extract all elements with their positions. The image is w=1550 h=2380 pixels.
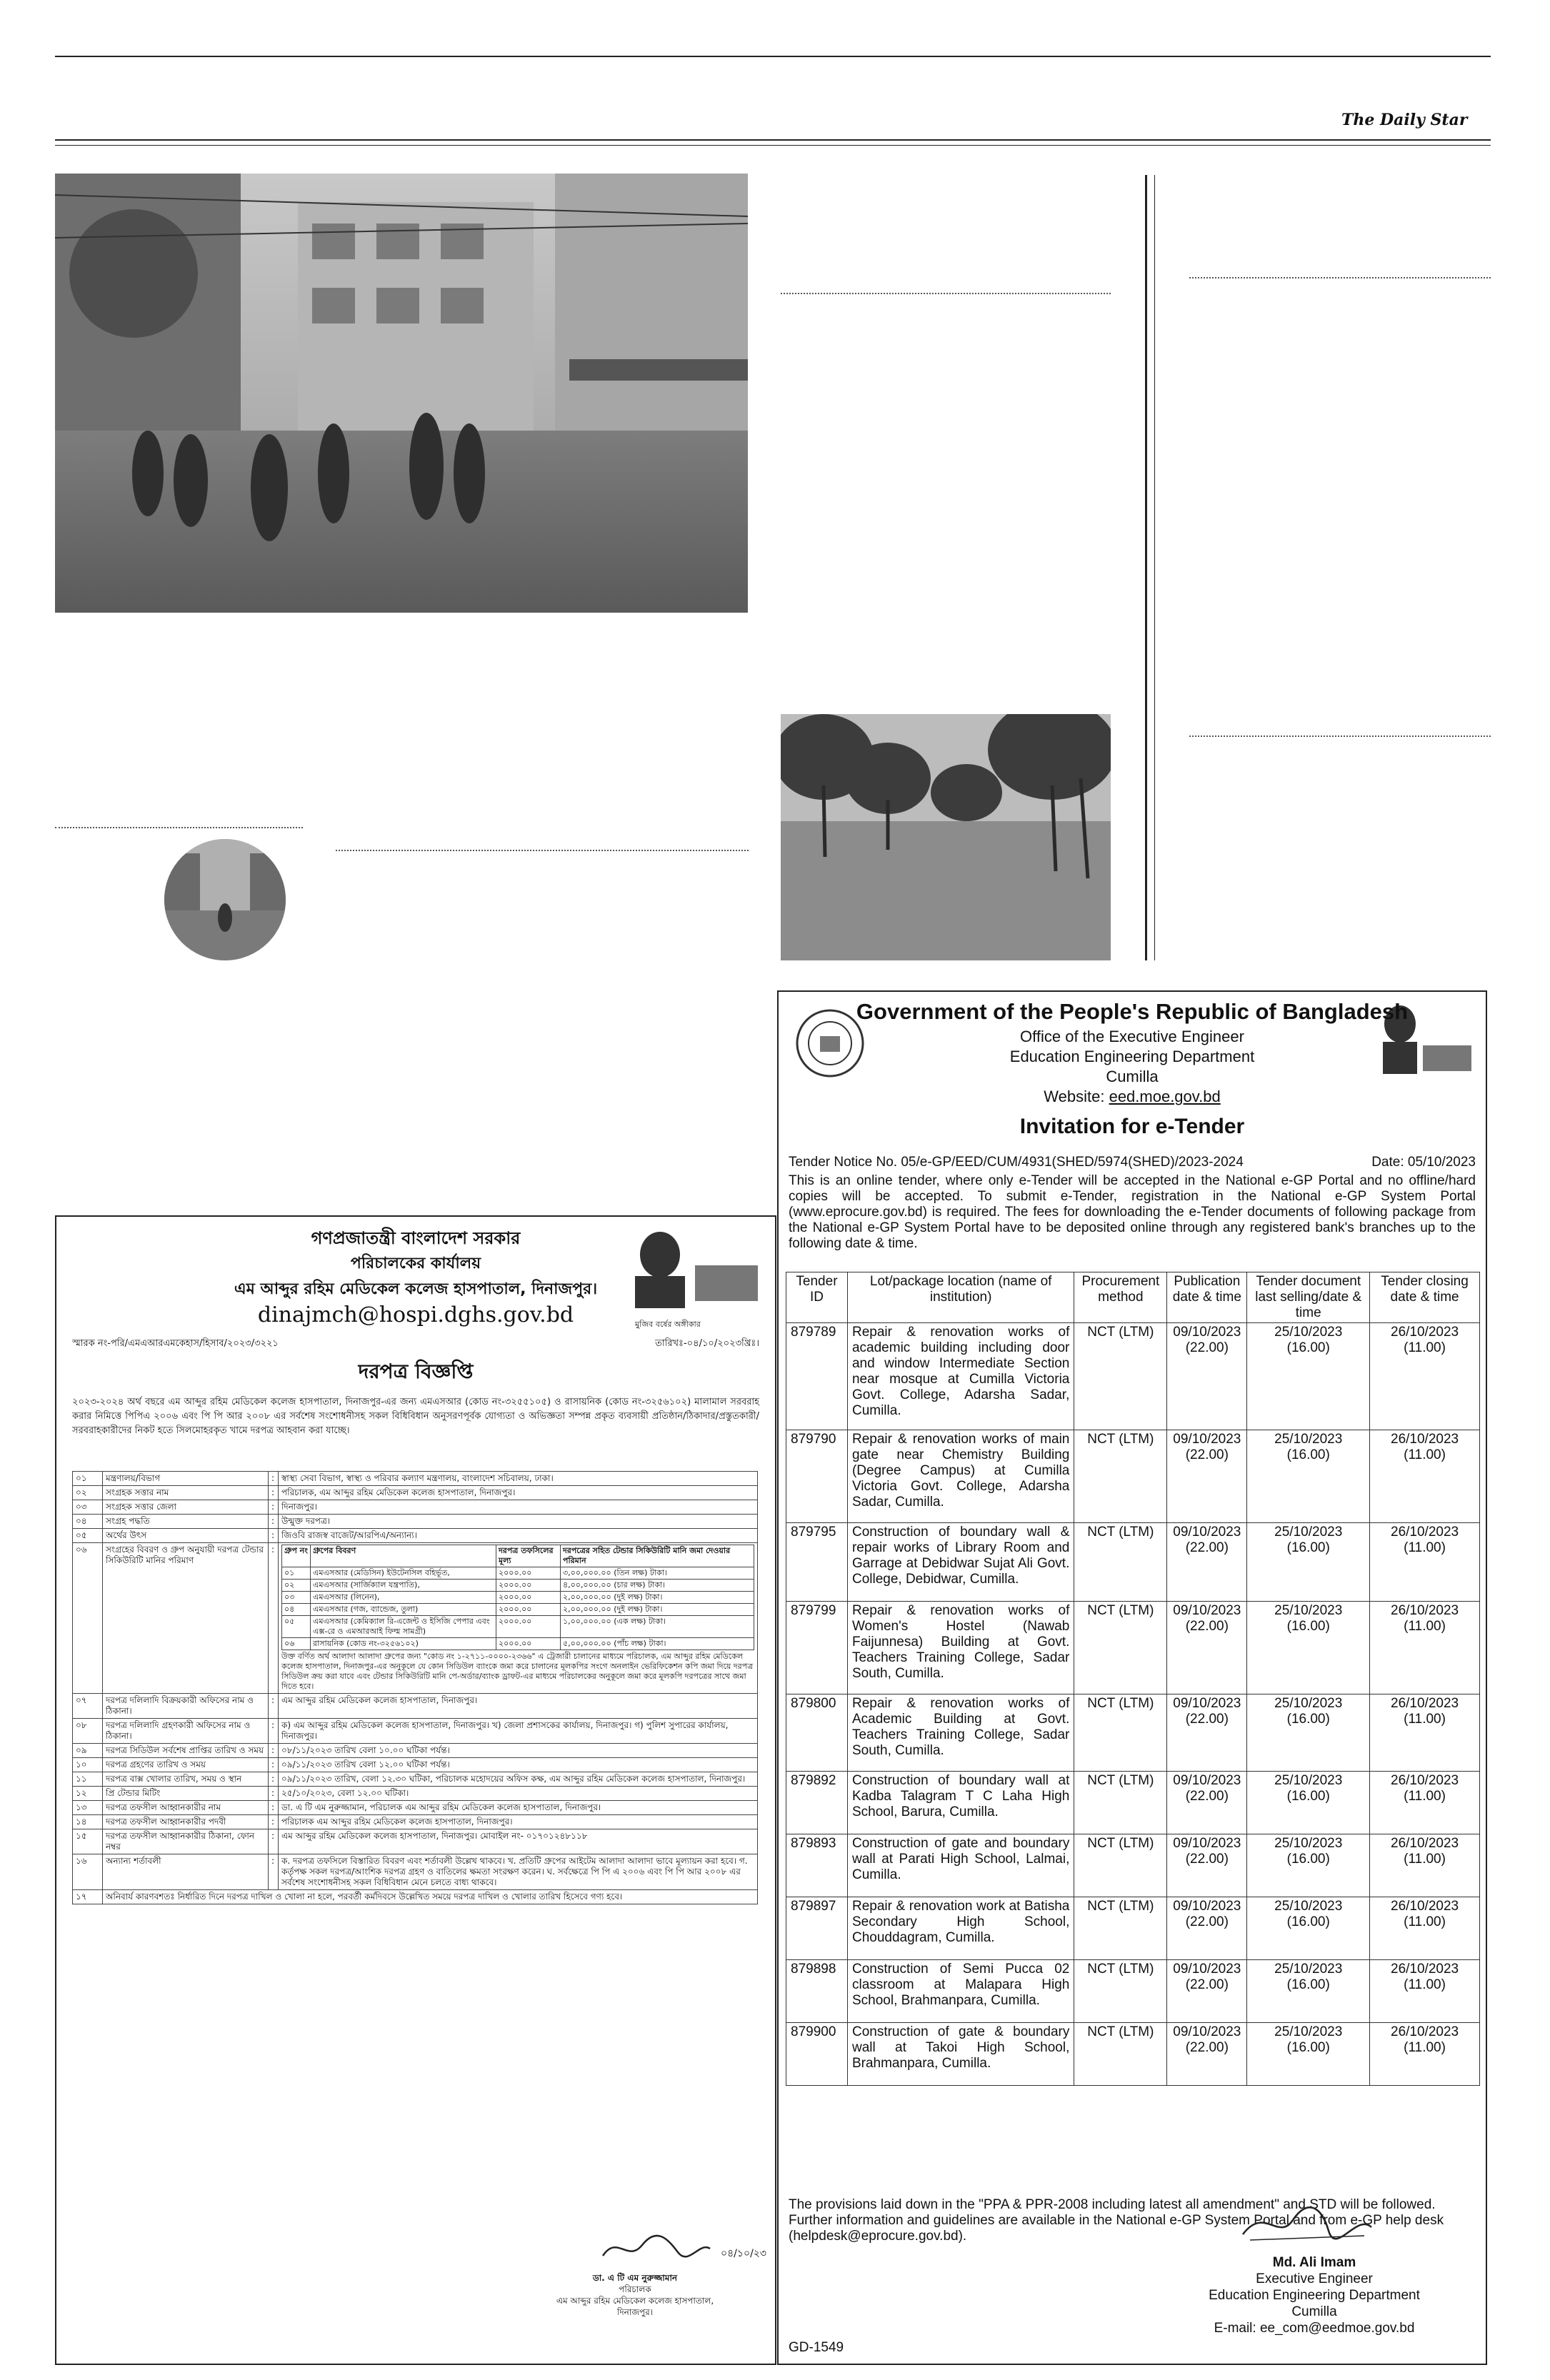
- director-org: এম আব্দুর রহিম মেডিকেল কলেজ হাসপাতাল,: [556, 2296, 714, 2306]
- tender-id: 879893: [786, 1834, 848, 1897]
- subtable-header: [282, 1545, 754, 1567]
- bangla-intro: ২০২৩-২০২৪ অর্থ বছরে এম আব্দুর রহিম মেডিকেল কলেজ হাসপাতাল, দিনাজপুর-এর জন্য এমএসআর (কোড নং-৩২৫৫১০৫) ও রাসায়নিক (কোড নং-৩২৫৬১০২) মালামাল সরবরাহ করার নিমিত্তে পিপিএ ২০০৬ এবং পি পি আর ২০০৮ এর সর্বশেষ সংশোধনীসহ সকল বিধিবিধান অনুসরণপূর্বক যোগ্যতা ও অভিজ্ঞতা সম্পন্ন প্রকৃত ব্যবসায়ী প্রতিষ্ঠান/ঠিকাদার/প্রস্তুতকারী/সরবরাহকারীদের নিকট হতে সিলমোহরকৃত খামে দরপত্র আহবান করা যাচ্ছে।: [72, 1397, 759, 1436]
- bangla-logo-caption: মুজিব বর্ষের অঙ্গীকার: [635, 1320, 701, 1329]
- row-no: ১৭: [73, 1890, 103, 1904]
- tender-publication: 09/10/2023 (22.00): [1167, 1523, 1247, 1602]
- row-value: উন্মুক্ত দরপত্র।: [279, 1515, 758, 1529]
- sub-group-no: ০৫: [282, 1616, 311, 1638]
- row-value: ক) এম আব্দুর রহিম মেডিকেল কলেজ হাসপাতাল, দিনাজপুর। খ) জেলা প্রশাসকের কার্যালয়, দিনাজপুর। গ) পুলিশ সুপারের কার্যালয়, দিনাজপুর।: [279, 1719, 758, 1744]
- government-title: Government of the People's Republic of Bangladesh: [856, 999, 1409, 1024]
- col-method: Procurement method: [1074, 1272, 1167, 1323]
- tender-location: Repair & renovation works of Women's Hostel (Nawab Faijunnesa) Building at Govt. Teachers Training College, Sadar South, Cumilla.: [847, 1602, 1074, 1694]
- row-value: ০৯/১১/২০২৩ তারিখ বেলা ১২.০০ ঘটিকা পর্যন্ত।: [279, 1758, 758, 1772]
- notice-date: Date: 05/10/2023: [1371, 1155, 1476, 1170]
- tender-method: NCT (LTM): [1074, 1430, 1167, 1523]
- col-closing: Tender closing date & time: [1370, 1272, 1480, 1323]
- row-value: জিওবি রাজস্ব বাজেট/আরপিএ/অন্যান্য।: [279, 1529, 758, 1543]
- bangla-memo-no: স্মারক নং-পরি/এমএআরএমকেহাস/হিসাব/২০২৩/৩২২১: [72, 1338, 279, 1349]
- tender-closing: 26/10/2023 (11.00): [1370, 1430, 1480, 1523]
- row-no: ০৬: [73, 1543, 103, 1694]
- table-row: [73, 1694, 758, 1719]
- tender-id: 879790: [786, 1430, 848, 1523]
- row-label: দরপত্র গ্রহণের তারিখ ও সময়: [103, 1758, 269, 1772]
- table-row: [73, 1515, 758, 1529]
- row-no: ১১: [73, 1772, 103, 1787]
- flood-inset-photo: [164, 839, 286, 960]
- table-row: [786, 1694, 1480, 1772]
- tender-closing: 26/10/2023 (11.00): [1370, 1960, 1480, 2023]
- sub-group-security: ১,০০,০০০.০০ (এক লক্ষ) টাকা।: [561, 1616, 754, 1638]
- tender-closing: 26/10/2023 (11.00): [1370, 1523, 1480, 1602]
- tender-publication: 09/10/2023 (22.00): [1167, 1960, 1247, 2023]
- sub-group-price: ২০০০.০০: [496, 1638, 561, 1650]
- row-no: ০৯: [73, 1744, 103, 1758]
- col-tender-id: Tender ID: [786, 1272, 848, 1323]
- tender-location: Construction of boundary wall & repair works of Library Room and Garrage at Debidwar Sujat Ali Govt. College, Debidwar, Cumilla.: [847, 1523, 1074, 1602]
- table-row: [73, 1815, 758, 1829]
- tender-method: NCT (LTM): [1074, 1323, 1167, 1430]
- tender-method: NCT (LTM): [1074, 1960, 1167, 2023]
- tender-method: NCT (LTM): [1074, 2023, 1167, 2086]
- table-row: [786, 1772, 1480, 1834]
- bangla-office: পরিচালকের কার্যালয়: [350, 1255, 481, 1272]
- tender-location: Construction of gate and boundary wall at Parati High School, Lalmai, Cumilla.: [847, 1834, 1074, 1897]
- row-value: [279, 1543, 758, 1694]
- sub-col-group: গ্রুপ নং: [282, 1545, 311, 1567]
- table-row: [786, 1834, 1480, 1897]
- masthead-rule-upper: [55, 139, 1491, 141]
- sub-group-desc: এমএসআর (লিনেন),: [311, 1592, 496, 1604]
- group-payment-note: উক্ত বর্ণিত অর্থ আলাদা আলাদা গ্রুপের জন্য "কোড নং ১-২৭১১-০০০০-২৩৬৬" এ ট্রেজারী চালানের মাধ্যমে পরিচালক, এম আব্দুর রহিম মেডিকেল কলেজ হাসপাতাল, দিনাজপুর-এর অনুকূলে যে কোন সিডিউল ব্যাংকে জমা করে চালানের মূলকপির সংগে অনলাইন ভেরিফিকেশন কপি জমা দিয়ে দরপত্র সিডিউল ক্রয় করা যাবে এবং টেন্ডার সিকিউরিটি মানি পে-অর্ডার/ব্যাংক ড্রাফট-এর মাধ্যমে পরিচালকের অনুকূলে জমা করে মূলকপি দরপত্রের সাথে জমা দিতে হবে।: [281, 1652, 754, 1691]
- tender-last-selling: 25/10/2023 (16.00): [1247, 1772, 1370, 1834]
- row-separator: :: [269, 1719, 279, 1744]
- row-no: ১২: [73, 1787, 103, 1801]
- table-row: [73, 1758, 758, 1772]
- row-label: দরপত্র সিডিউল সর্বশেষ প্রাপ্তির তারিখ ও সময়: [103, 1744, 269, 1758]
- table-row: [73, 1529, 758, 1543]
- col-last-selling: Tender document last selling/date & time: [1247, 1272, 1370, 1323]
- sub-group-desc: এমএসআর (গজ, ব্যান্ডেজ, তুলা): [311, 1604, 496, 1616]
- notice-intro: This is an online tender, where only e-Tender will be accepted in the National e-GP Portal and no offline/hard copies will be accepted. To submit e-Tender, registration in the National e-GP System Portal (www.eprocure.gov.bd) is required. The fees for downloading the e-Tender documents of following package from the National e-GP System Portal have to be deposited online through any registered bank's branches up to the following date & time.: [789, 1173, 1476, 1251]
- tender-publication: 09/10/2023 (22.00): [1167, 1772, 1247, 1834]
- tender-table: [786, 1272, 1480, 2086]
- notice-meta: [789, 1155, 1476, 1170]
- bangla-gov-title: গণপ্রজাতন্ত্রী বাংলাদেশ সরকার: [311, 1228, 521, 1248]
- tender-publication: 09/10/2023 (22.00): [1167, 1694, 1247, 1772]
- tender-closing: 26/10/2023 (11.00): [1370, 1323, 1480, 1430]
- tender-last-selling: 25/10/2023 (16.00): [1247, 1430, 1370, 1523]
- tender-publication: 09/10/2023 (22.00): [1167, 1897, 1247, 1960]
- subtable-row: [282, 1567, 754, 1580]
- director-title: পরিচালক: [619, 2284, 651, 2294]
- row-label: দরপত্র তফসীল আহ্বানকারীর পদবী: [103, 1815, 269, 1829]
- row-label: দরপত্র বাক্স খোলার তারিখ, সময় ও স্থান: [103, 1772, 269, 1787]
- sub-group-no: ০২: [282, 1580, 311, 1592]
- portrait-icon: [628, 1230, 692, 1308]
- signer-department: Education Engineering Department: [1209, 2288, 1420, 2303]
- tender-last-selling: 25/10/2023 (16.00): [1247, 1834, 1370, 1897]
- sub-group-security: ৪,০০,০০০.০০ (চার লক্ষ) টাকা।: [561, 1580, 754, 1592]
- row-label: অর্থের উৎস: [103, 1529, 269, 1543]
- bangla-tender-notice: [55, 1215, 776, 2365]
- row-separator: :: [269, 1758, 279, 1772]
- tender-last-selling: 25/10/2023 (16.00): [1247, 1960, 1370, 2023]
- waterlogged-trees-photo: [781, 714, 1111, 960]
- notice-footer: The provisions laid down in the "PPA & PPR-2008 including latest all amendment" and STD will be followed. Further information and guidelines are available in the National e-GP System Portal and from e-GP help desk (helpdesk@eprocure.gov.bd).: [789, 2197, 1444, 2244]
- tender-method: NCT (LTM): [1074, 1834, 1167, 1897]
- table-row: [73, 1772, 758, 1787]
- tender-location: Construction of boundary wall at Kadba Talagram T C Laha High School, Barura, Cumilla.: [847, 1772, 1074, 1834]
- signer-email: E-mail: ee_com@eedmoe.gov.bd: [1214, 2321, 1415, 2336]
- sub-col-price: দরপত্র তফসিলের মূল্য: [496, 1545, 561, 1567]
- sub-group-no: ০১: [282, 1567, 311, 1580]
- row-separator: :: [269, 1829, 279, 1854]
- tender-publication: 09/10/2023 (22.00): [1167, 1602, 1247, 1694]
- signer-name: Md. Ali Imam: [1272, 2255, 1356, 2270]
- row-label: সংগ্রহের বিবরণ ও গ্রুপ অনুযায়ী দরপত্র টেন্ডার সিকিউরিটি মানির পরিমাণ: [103, 1543, 269, 1694]
- sub-group-price: ২০০০.০০: [496, 1580, 561, 1592]
- column-divider-5: [336, 850, 749, 851]
- column-divider-4: [55, 827, 303, 828]
- bangla-mujib-logo: [628, 1230, 764, 1315]
- sub-group-desc: এমএসআর (মেডিসিন) ইউটেনসিল বহির্ভূত,: [311, 1567, 496, 1580]
- masthead-rule-lower: [55, 145, 1491, 146]
- tender-method: NCT (LTM): [1074, 1897, 1167, 1960]
- sub-col-security: দরপত্রের সহিত টেন্ডার সিকিউরিটি মানি জমা দেওয়ার পরিমান: [561, 1545, 754, 1567]
- tender-publication: 09/10/2023 (22.00): [1167, 2023, 1247, 2086]
- tender-closing: 26/10/2023 (11.00): [1370, 1602, 1480, 1694]
- row-no: ১৪: [73, 1815, 103, 1829]
- sub-group-security: ২,০০,০০০.০০ (দুই লক্ষ) টাকা।: [561, 1604, 754, 1616]
- tender-closing: 26/10/2023 (11.00): [1370, 1897, 1480, 1960]
- notice-number: Tender Notice No. 05/e-GP/EED/CUM/4931(SHED/5974(SHED)/2023-2024: [789, 1155, 1244, 1170]
- subtable-row: [282, 1616, 754, 1638]
- table-row: [73, 1500, 758, 1515]
- website-label: Website:: [1044, 1088, 1109, 1105]
- row-no: ১৬: [73, 1854, 103, 1890]
- row-no: ১৩: [73, 1801, 103, 1815]
- row-value: ক. দরপত্র তফসিলে বিস্তারিত বিবরণ এবং শর্তাবলী উল্লেখ থাকবে। খ. প্রতিটি গ্রুপের আইটেম আলাদা আলাদা ভাবে মূল্যায়ন করা হবে। গ. কর্তৃপক্ষ সকল দরপত্র/আংশিক দরপত্র গ্রহণ ও বাতিলের ক্ষমতা সংরক্ষণ করেন। ঘ. সর্বক্ষেত্রে পি পি এ ২০০৬ এবং পি পি আর ২০০৮ এর সর্বশেষ সংশোধনীসহ সকল বিধিবিধান মেনে চলতে বাধ্য থাকবে।: [279, 1854, 758, 1890]
- row-label: অন্যান্য শর্তাবলী: [103, 1854, 269, 1890]
- row-label: দরপত্র তফসীল আহ্বানকারীর ঠিকানা, ফোন নম্বর: [103, 1829, 269, 1854]
- tender-publication: 09/10/2023 (22.00): [1167, 1323, 1247, 1430]
- bangla-notice-title: দরপত্র বিজ্ঞপ্তি: [358, 1360, 474, 1383]
- table-row: [786, 1323, 1480, 1430]
- table-row: [73, 1719, 758, 1744]
- tender-closing: 26/10/2023 (11.00): [1370, 1694, 1480, 1772]
- tender-id: 879800: [786, 1694, 848, 1772]
- row-value: ২৫/১০/২০২৩, বেলা ১২.০০ ঘটিকা।: [279, 1787, 758, 1801]
- tender-last-selling: 25/10/2023 (16.00): [1247, 1323, 1370, 1430]
- tender-last-selling: 25/10/2023 (16.00): [1247, 1602, 1370, 1694]
- row-value: স্বাস্থ্য সেবা বিভাগ, স্বাস্থ্য ও পরিবার কল্যাণ মন্ত্রণালয়, বাংলাদেশ সচিবালয়, ঢাকা।: [279, 1472, 758, 1486]
- row-separator: :: [269, 1694, 279, 1719]
- sub-group-price: ২০০০.০০: [496, 1592, 561, 1604]
- tender-id: 879795: [786, 1523, 848, 1602]
- sub-group-security: ২,০০,০০০.০০ (দুই লক্ষ) টাকা।: [561, 1592, 754, 1604]
- row-label: দরপত্র দলিলাদি গ্রহণকারী অফিসের নাম ও ঠিকানা।: [103, 1719, 269, 1744]
- director-block: [514, 2272, 756, 2318]
- row-separator: :: [269, 1543, 279, 1694]
- row-value: এম আব্দুর রহিম মেডিকেল কলেজ হাসপাতাল, দিনাজপুর।: [279, 1694, 758, 1719]
- sub-group-no: ০৩: [282, 1592, 311, 1604]
- table-row: [786, 1960, 1480, 2023]
- bangla-tender-table: [72, 1471, 758, 1904]
- signature-block: [1164, 2254, 1464, 2336]
- sub-group-security: ৩,০০,০০০.০০ (তিন লক্ষ) টাকা।: [561, 1567, 754, 1580]
- column-divider-3: [1189, 735, 1491, 737]
- tender-id: 879789: [786, 1323, 848, 1430]
- sub-group-desc: রাসায়নিক (কোড নং-৩২৫৬১০২): [311, 1638, 496, 1650]
- tender-id: 879892: [786, 1772, 848, 1834]
- row-separator: :: [269, 1787, 279, 1801]
- table-row: [786, 1897, 1480, 1960]
- sub-group-price: ২০০০.০০: [496, 1567, 561, 1580]
- tender-table-header: [786, 1272, 1480, 1323]
- vertical-rule-right: [1154, 175, 1155, 960]
- bangla-email: dinajmch@hospi.dghs.gov.bd: [257, 1302, 574, 1327]
- subtable-row: [282, 1592, 754, 1604]
- tender-publication: 09/10/2023 (22.00): [1167, 1834, 1247, 1897]
- row-separator: :: [269, 1472, 279, 1486]
- tender-id: 879799: [786, 1602, 848, 1694]
- row-no: ০২: [73, 1486, 103, 1500]
- row-label: মন্ত্রণালয়/বিভাগ: [103, 1472, 269, 1486]
- row-no: ১০: [73, 1758, 103, 1772]
- table-row: [73, 1890, 758, 1904]
- tender-method: NCT (LTM): [1074, 1694, 1167, 1772]
- row-separator: :: [269, 1772, 279, 1787]
- tender-id: 879897: [786, 1897, 848, 1960]
- tender-location: Construction of Semi Pucca 02 classroom at Malapara High School, Brahmanpara, Cumilla.: [847, 1960, 1074, 2023]
- sub-col-desc: গ্রুপের বিবরণ: [311, 1545, 496, 1567]
- director-signature: [599, 2231, 714, 2266]
- bangla-hospital: এম আব্দুর রহিম মেডিকেল কলেজ হাসপাতাল, দিনাজপুর।: [234, 1280, 598, 1298]
- col-location: Lot/package location (name of institution): [847, 1272, 1074, 1323]
- vertical-rule-left: [1145, 175, 1147, 960]
- row-separator: :: [269, 1744, 279, 1758]
- row-no: ০৫: [73, 1529, 103, 1543]
- tender-last-selling: 25/10/2023 (16.00): [1247, 2023, 1370, 2086]
- table-row: [73, 1472, 758, 1486]
- tender-closing: 26/10/2023 (11.00): [1370, 2023, 1480, 2086]
- tender-location: Repair & renovation works of academic building including door and window Intermediate Section near mosque at Cumilla Victoria Govt. College, Adarsha Sadar, Cumilla.: [847, 1323, 1074, 1430]
- top-rule: [55, 56, 1491, 57]
- row-separator: :: [269, 1815, 279, 1829]
- sub-group-desc: এমএসআর (কেমিক্যাল রি-এজেন্ট ও ইসিজি পেপার এবং এক্স-রে ও এমআরআই ফিল্ম সামগ্রী): [311, 1616, 496, 1638]
- signer-title: Executive Engineer: [1256, 2271, 1373, 2286]
- table-row: [73, 1854, 758, 1890]
- row-no: ০৮: [73, 1719, 103, 1744]
- row-value: ০৮/১১/২০২৩ তারিখ বেলা ১০.০০ ঘটিকা পর্যন্ত।: [279, 1744, 758, 1758]
- group-subtable: [281, 1545, 754, 1650]
- column-divider-1: [781, 293, 1111, 294]
- tender-location: Repair & renovation works of main gate near Chemistry Building (Degree Campus) at Cumilla Victoria Govt. College, Adarsha Sadar, Cumilla.: [847, 1430, 1074, 1523]
- subtable-row: [282, 1638, 754, 1650]
- director-name: ডা. এ টি এম নুরুজ্জামান: [592, 2273, 678, 2283]
- sub-group-desc: এমএসআর (সার্জিক্যাল যন্ত্রপাতি),: [311, 1580, 496, 1592]
- flood-street-photo: [55, 174, 748, 613]
- tender-method: NCT (LTM): [1074, 1772, 1167, 1834]
- table-row: [73, 1801, 758, 1815]
- table-row: [73, 1486, 758, 1500]
- table-row: [73, 1787, 758, 1801]
- table-row: [786, 2023, 1480, 2086]
- tender-location: Repair & renovation work at Batisha Secondary High School, Chouddagram, Cumilla.: [847, 1897, 1074, 1960]
- row-no: ০৩: [73, 1500, 103, 1515]
- website-line: [779, 1088, 1486, 1106]
- row-separator: :: [269, 1529, 279, 1543]
- executive-engineer-signature: [1236, 2199, 1379, 2249]
- row-separator: :: [269, 1515, 279, 1529]
- table-row: [786, 1602, 1480, 1694]
- row-label: সংগ্রহ পদ্ধতি: [103, 1515, 269, 1529]
- signer-city: Cumilla: [1291, 2304, 1337, 2319]
- row-label: প্রি টেন্ডার মিটিং: [103, 1787, 269, 1801]
- row-separator: :: [269, 1801, 279, 1815]
- row-value: দিনাজপুর।: [279, 1500, 758, 1515]
- col-publication: Publication date & time: [1167, 1272, 1247, 1323]
- row-value: পরিচালক, এম আব্দুর রহিম মেডিকেল কলেজ হাসপাতাল, দিনাজপুর।: [279, 1486, 758, 1500]
- table-row: [73, 1744, 758, 1758]
- office-city: Cumilla: [1106, 1068, 1159, 1085]
- subtable-row: [282, 1604, 754, 1616]
- row-no: ০৪: [73, 1515, 103, 1529]
- website-link[interactable]: eed.moe.gov.bd: [1109, 1088, 1221, 1105]
- director-sign-date: ০৪/১০/২৩: [721, 2248, 767, 2259]
- row-separator: :: [269, 1486, 279, 1500]
- row-separator: :: [269, 1854, 279, 1890]
- column-divider-2: [1189, 277, 1491, 278]
- department-name: Education Engineering Department: [1009, 1048, 1255, 1065]
- tender-method: NCT (LTM): [1074, 1523, 1167, 1602]
- subtable-row: [282, 1580, 754, 1592]
- mujib-borsho-badge-icon: [695, 1265, 758, 1301]
- gd-number: GD-1549: [789, 2340, 844, 2355]
- row-no: ০১: [73, 1472, 103, 1486]
- table-row: [73, 1829, 758, 1854]
- sub-group-no: ০৬: [282, 1638, 311, 1650]
- row-label: সংগ্রহক সত্তার জেলা: [103, 1500, 269, 1515]
- row-label: অনিবার্য কারণবশতঃ নির্ধারিত দিনে দরপত্র দাখিল ও খোলা না হলে, পরবর্তী কর্মদিবসে উল্লেখিত সময়ে দরপত্র দাখিল ও খোলার তারিখ হিসেবে গণ্য হবে।: [103, 1890, 758, 1904]
- tender-closing: 26/10/2023 (11.00): [1370, 1834, 1480, 1897]
- table-row: [786, 1523, 1480, 1602]
- bangla-memo-date: তারিখঃ-০৪/১০/২০২৩খ্রিঃ।: [655, 1338, 759, 1349]
- row-value: এম আব্দুর রহিম মেডিকেল কলেজ হাসপাতাল, দিনাজপুর। মোবাইল নং- ০১৭০১২৪৮১১৮: [279, 1829, 758, 1854]
- row-label: দরপত্র দলিলাদি বিক্রয়কারী অফিসের নাম ও ঠিকানা।: [103, 1694, 269, 1719]
- tender-last-selling: 25/10/2023 (16.00): [1247, 1897, 1370, 1960]
- tender-id: 879898: [786, 1960, 848, 2023]
- sub-group-no: ০৪: [282, 1604, 311, 1616]
- row-label: সংগ্রহক সত্তার নাম: [103, 1486, 269, 1500]
- row-no: ১৫: [73, 1829, 103, 1854]
- row-separator: :: [269, 1500, 279, 1515]
- e-tender-notice: [777, 990, 1487, 2365]
- tender-last-selling: 25/10/2023 (16.00): [1247, 1523, 1370, 1602]
- office-name: Office of the Executive Engineer: [1020, 1028, 1244, 1045]
- table-row: [786, 1430, 1480, 1523]
- tender-location: Construction of gate & boundary wall at Takoi High School, Brahmanpara, Cumilla.: [847, 2023, 1074, 2086]
- tender-id: 879900: [786, 2023, 848, 2086]
- director-city: দিনাজপুর।: [616, 2307, 654, 2317]
- row-value: ডা. এ টি এম নুরুজ্জামান, পরিচালক এম আব্দুর রহিম মেডিকেল কলেজ হাসপাতাল, দিনাজপুর।: [279, 1801, 758, 1815]
- sub-group-security: ৫,০০,০০০.০০ (পাঁচ লক্ষ) টাকা।: [561, 1638, 754, 1650]
- tender-method: NCT (LTM): [1074, 1602, 1167, 1694]
- tender-last-selling: 25/10/2023 (16.00): [1247, 1694, 1370, 1772]
- notice-title: Invitation for e-Tender: [1019, 1115, 1245, 1138]
- row-no: ০৭: [73, 1694, 103, 1719]
- tender-location: Repair & renovation works of Academic Building at Govt. Teachers Training College, Sadar South, Cumilla.: [847, 1694, 1074, 1772]
- tender-publication: 09/10/2023 (22.00): [1167, 1430, 1247, 1523]
- sub-group-price: ২০০০.০০: [496, 1604, 561, 1616]
- row-value: ০৯/১১/২০২৩ তারিখ, বেলা ১২.৩০ ঘটিকা, পরিচালক মহোদয়ের অফিস কক্ষ, এম আব্দুর রহিম মেডিকেল কলেজ হাসপাতাল, দিনাজপুর।: [279, 1772, 758, 1787]
- table-row: [73, 1543, 758, 1694]
- row-value: পরিচালক এম আব্দুর রহিম মেডিকেল কলেজ হাসপাতাল, দিনাজপুর।: [279, 1815, 758, 1829]
- row-label: দরপত্র তফসীল আহ্বানকারীর নাম: [103, 1801, 269, 1815]
- masthead: The Daily Star: [1341, 111, 1468, 129]
- tender-closing: 26/10/2023 (11.00): [1370, 1772, 1480, 1834]
- sub-group-price: ২০০০.০০: [496, 1616, 561, 1638]
